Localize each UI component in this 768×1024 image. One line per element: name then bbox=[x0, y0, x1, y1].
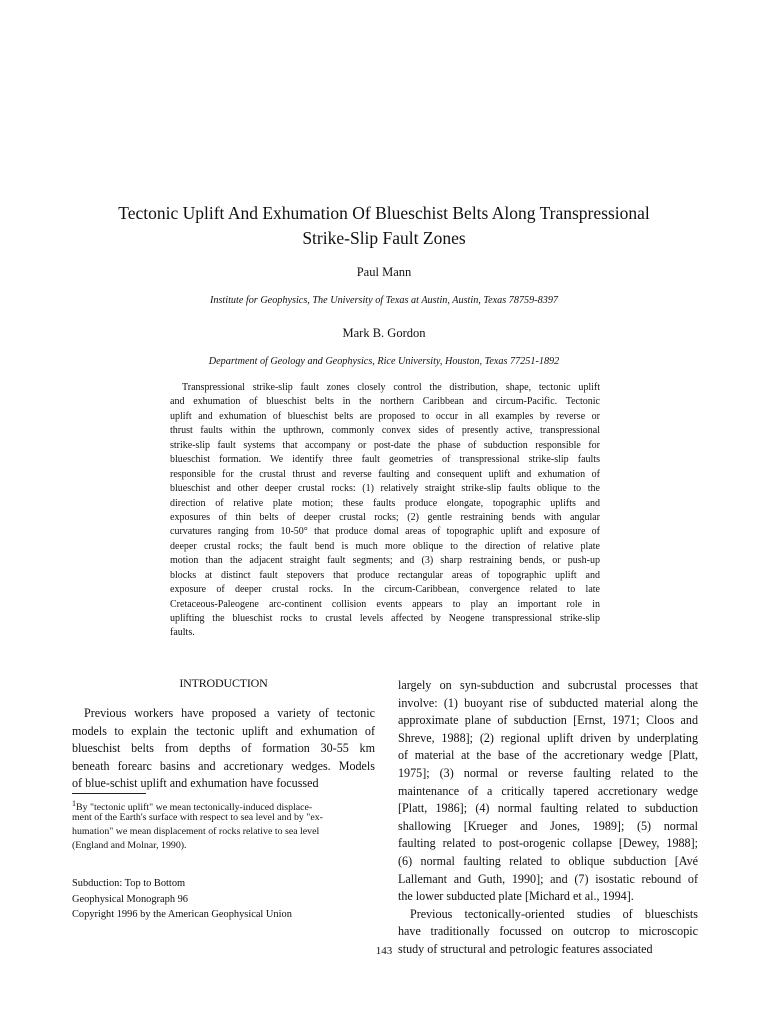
abstract-line: motion than the adjacent straight fault segments; and (3) sharp restraining bends, or push-up bbox=[170, 555, 600, 567]
body-line: beneath forearc basins and accretionary wedges. Models bbox=[72, 758, 375, 773]
body-line: involve: (1) buoyant rise of subducted material along the bbox=[398, 695, 698, 710]
body-line: of blue-schist uplift and exhumation have focussed bbox=[72, 776, 319, 791]
footnote-line: humation" we mean displacement of rocks relative to sea level bbox=[72, 826, 320, 837]
body-line: Shreve, 1988]; (2) regional uplift driven by underplating bbox=[398, 730, 698, 745]
abstract-line: strike-slip fault systems that accompany or post-date the phase of subduction responsible for bbox=[170, 439, 600, 451]
body-line: Previous workers have proposed a variety of tectonic bbox=[84, 706, 375, 720]
abstract-line: blueschist and other deeper crustal rocks: (1) relatively straight strike-slip faults oblique to the bbox=[170, 483, 600, 495]
title-line: Tectonic Uplift And Exhumation Of Blueschist Belts Along Transpressional bbox=[118, 203, 650, 223]
imprint-line: Geophysical Monograph 96 bbox=[72, 893, 189, 905]
paper-title bbox=[60, 201, 708, 251]
left-column-text bbox=[72, 705, 375, 793]
body-line: [Platt, 1986]; (4) normal faulting related to subduction bbox=[398, 801, 698, 816]
body-line: Previous tectonically-oriented studies of blueschists bbox=[410, 906, 698, 921]
footnote-rule bbox=[72, 793, 146, 794]
abstract-line: responsible for the crustal thrust and reverse faulting and consequent uplift and exhumation of bbox=[170, 468, 600, 480]
footnote-line: $^1$By "tectonic uplift" we mean tectonically-induced displace- bbox=[72, 799, 313, 813]
footnote-line: (England and Molnar, 1990). bbox=[72, 840, 187, 851]
footnote bbox=[72, 797, 375, 853]
abstract-line: uplifting the blueschist rocks to crustal levels affected by Neogene transpressional strike-slip bbox=[170, 613, 600, 624]
abstract-line: direction of relative plate motion; these faults produce elongate, topographic uplifts and bbox=[170, 497, 600, 509]
body-line: have traditionally focussed on outcrop to microscopic bbox=[398, 924, 698, 939]
footnote-marker: 1 bbox=[72, 799, 76, 808]
body-line: maintenance of a critically tapered accretionary wedge bbox=[398, 783, 698, 798]
body-line: largely on syn-subduction and subcrustal processes that bbox=[398, 678, 698, 692]
body-line: 1975]; (3) normal or reverse faulting related to the bbox=[398, 765, 698, 780]
body-line: approximate plane of subduction [Ernst, 1971; Cloos and bbox=[398, 713, 698, 728]
body-line: (6) normal faulting related to oblique subduction [Avé bbox=[398, 853, 698, 868]
body-line: study of structural and petrologic features associated bbox=[398, 941, 653, 956]
imprint bbox=[72, 876, 292, 923]
body-line: the lower subducted plate [Michard et al., 1994]. bbox=[398, 889, 634, 904]
abstract bbox=[170, 381, 600, 641]
imprint-line: Copyright 1996 by the American Geophysical Union bbox=[72, 909, 292, 921]
abstract-line: blueschist formation. We identify three fault geometries of transpressional strike-slip faults bbox=[170, 454, 600, 466]
abstract-line: thrust faults within the upthrown, commonly convex sides of presently active, transpressional bbox=[170, 425, 600, 437]
abstract-line: uplift and exhumation of blueschist belts are proposed to occur in all examples by reverse or bbox=[170, 410, 600, 422]
author-affiliation: Department of Geology and Geophysics, Rice University, Houston, Texas 77251-1892 bbox=[208, 356, 560, 367]
right-column-text bbox=[398, 677, 698, 959]
title-line: Strike-Slip Fault Zones bbox=[302, 228, 466, 248]
body-line: shallowing [Krueger and Jones, 1989]; (5) normal bbox=[398, 818, 698, 833]
imprint-line: Subduction: Top to Bottom bbox=[72, 878, 186, 889]
body-line: models to explain the tectonic uplift and exhumation of bbox=[72, 723, 375, 738]
author-name: Mark B. Gordon bbox=[342, 326, 426, 340]
author-affiliation: Institute for Geophysics, The University of Texas at Austin, Austin, Texas 78759-8397 bbox=[209, 295, 559, 306]
body-line: blueschist belts from depths of formation 30-55 km bbox=[72, 741, 375, 756]
abstract-line: Cretaceous-Paleogene arc-continent collision events appears to play an important role in bbox=[170, 598, 600, 610]
body-line: Lallemant and Guth, 1990]; and (7) isostatic rebound of bbox=[398, 871, 698, 886]
section-heading: INTRODUCTION bbox=[179, 676, 268, 690]
abstract-line: deeper crustal rocks; the fault bend is much more oblique to the direction of relative plate bbox=[170, 540, 600, 552]
page-number: 143 bbox=[375, 945, 393, 957]
body-line: faulting related to post-orogenic collapse [Dewey, 1988]; bbox=[398, 836, 698, 851]
abstract-line: blocks at distinct fault stepovers that produce rectangular areas of topographic uplift and bbox=[170, 569, 600, 581]
abstract-line: exposures of thin belts of deeper crustal rocks; (2) gentle restraining bends with angular bbox=[170, 511, 600, 523]
abstract-line: and exhumation of blueschist belts in the northern Caribbean and circum-Pacific. Tectonic bbox=[170, 396, 600, 408]
body-line: of material at the base of the accretionary wedge [Platt, bbox=[398, 748, 698, 763]
author-name: Paul Mann bbox=[356, 265, 412, 279]
footnote-line: ment of the Earth's surface with respect to sea level and by "ex- bbox=[72, 812, 323, 823]
abstract-line: Transpressional strike-slip fault zones closely control the distribution, shape, tectonic uplift bbox=[182, 382, 600, 393]
abstract-line: exposure of deeper crustal rocks. In the circum-Caribbean, convergence related to late bbox=[170, 584, 600, 596]
abstract-line: curvatures ranging from 10-50° that produce domal areas of topographic uplift and exposure of bbox=[170, 526, 600, 538]
abstract-line: faults. bbox=[170, 627, 195, 639]
